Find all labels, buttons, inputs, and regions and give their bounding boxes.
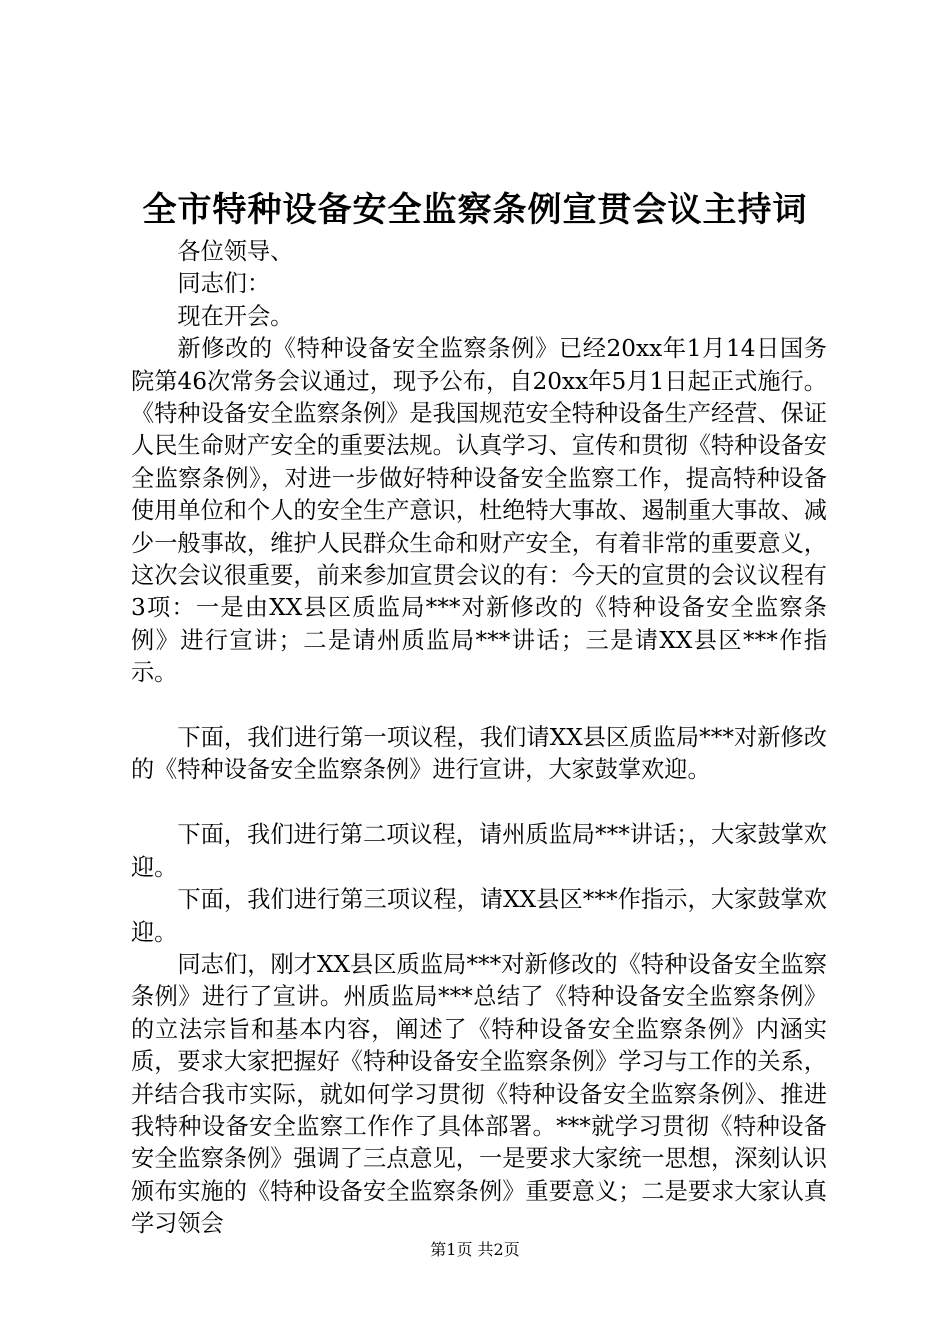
page-number: 第1页 共2页 [430,1240,520,1259]
salutation-leaders: 各位领导、 [177,238,294,265]
opening-line: 现在开会。 [177,302,294,330]
paragraph-gap [131,787,827,819]
salutation-comrades: 同志们： [177,270,271,298]
paragraph-agenda-third: 下面，我们进行第三项议程，请XX县区***作指示，大家鼓掌欢迎。 [131,886,827,946]
paragraph-summary: 同志们，刚才XX县区质监局***对新修改的《特种设备安全监察条例》进行了宣讲。州质监局***总结了《特种设备安全监察条例》的立法宗旨和基本内容，阐述了《特种设备安全监察条例》内涵实质，要求大家把握好《特种设备安全监察条例》学习与工作的关系，并结合我市实际，就如何学习贯彻《特种设备安全监察条例》、推进我特种设备安全监察工作作了具体部署。***就学习贯彻《特种设备安全监察条例》强调了三点意见，一是要求大家统一思想，深刻认识颁布实施的《特种设备安全监察条例》重要意义；二是要求大家认真学习领会 [131,950,827,1238]
document-title: 全市特种设备安全监察条例宣贯会议主持词 [142,190,808,230]
document-body [131,236,827,1241]
paragraph-gap [131,690,827,722]
paragraph-agenda-first: 下面，我们进行第一项议程，我们请XX县区质监局***对新修改的《特种设备安全监察条例》进行宣讲，大家鼓掌欢迎。 [131,724,827,784]
paragraph-introduction: 新修改的《特种设备安全监察条例》已经20xx年1月14日国务院第46次常务会议通过，现予公布，自20xx年5月1日起正式施行。《特种设备安全监察条例》是我国规范安全特种设备生产经营、保证人民生命财产安全的重要法规。认真学习、宣传和贯彻《特种设备安全监察条例》，对进一步做好特种设备安全监察工作，提高特种设备使用单位和个人的安全生产意识，杜绝特大事故、遏制重大事故、减少一般事故，维护人民群众生命和财产安全，有着非常的重要意义，这次会议很重要，前来参加宣贯会议的有：今天的宣贯的会议议程有3项：一是由XX县区质监局***对新修改的《特种设备安全监察条例》进行宣讲；二是请州质监局***讲话；三是请XX县区***作指示。 [131,335,827,687]
paragraph-agenda-second: 下面，我们进行第二项议程，请州质监局***讲话；，大家鼓掌欢迎。 [131,821,827,881]
